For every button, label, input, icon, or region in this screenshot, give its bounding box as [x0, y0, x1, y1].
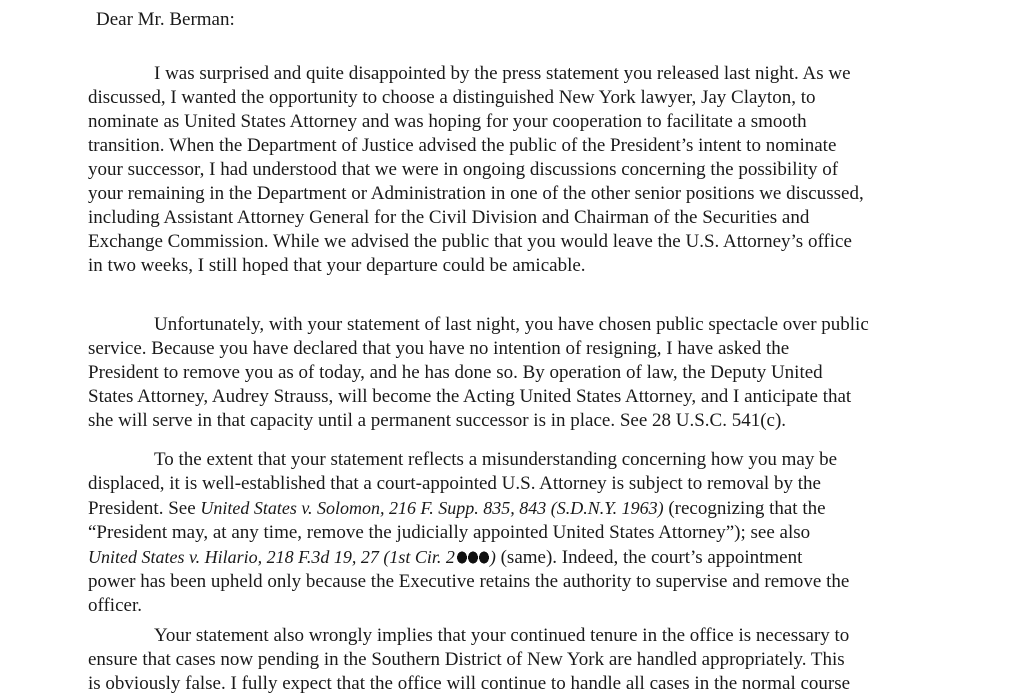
text-line: nominate as United States Attorney and was hoping for your cooperation to facilitate a smooth — [88, 111, 807, 132]
text-line: discussed, I wanted the opportunity to choose a distinguished New York lawyer, Jay Clayton, to — [88, 87, 816, 108]
text-line: States Attorney, Audrey Strauss, will become the Acting United States Attorney, and I anticipate that — [88, 386, 852, 407]
text-line: officer. — [88, 595, 142, 616]
text-line: including Assistant Attorney General for the Civil Division and Chairman of the Securities and — [88, 207, 810, 228]
text-segment: (same). Indeed, the court’s appointment — [495, 547, 803, 568]
paragraph-2 — [88, 313, 954, 433]
text-line: in two weeks, I still hoped that your departure could be amicable. — [88, 255, 586, 276]
text-line: power has been upheld only because the Executive retains the authority to supervise and remove the — [88, 571, 850, 592]
citation-close-paren: ) — [489, 547, 496, 567]
paragraph-3 — [88, 448, 954, 618]
text-segment: President. See — [88, 498, 201, 519]
paragraph-4 — [88, 624, 954, 696]
text-line — [88, 496, 954, 521]
text-line: displaced, it is well-established that a court-appointed U.S. Attorney is subject to removal by the — [88, 473, 821, 494]
text-line: transition. When the Department of Justice advised the public of the President’s intent to nominate — [88, 135, 837, 156]
text-line: your remaining in the Department or Administration in one of the other senior positions we discussed, — [88, 183, 864, 204]
case-citation-solomon: United States v. Solomon, 216 F. Supp. 835, 843 (S.D.N.Y. 1963) — [200, 498, 664, 518]
text-line: “President may, at any time, remove the judicially appointed United States Attorney”); see also — [88, 522, 811, 543]
text-line: I was surprised and quite disappointed by the press statement you released last night. As we — [154, 63, 851, 84]
text-line — [88, 545, 954, 570]
text-line: To the extent that your statement reflects a misunderstanding concerning how you may be — [154, 449, 837, 470]
text-line: your successor, I had understood that we were in ongoing discussions concerning the possibility of — [88, 159, 839, 180]
case-citation-hilario: United States v. Hilario, 218 F.3d 19, 27 (1st Cir. 2 — [88, 547, 455, 567]
text-segment: (recognizing that the — [663, 498, 826, 519]
redaction-mark — [456, 551, 490, 564]
text-line: Unfortunately, with your statement of last night, you have chosen public spectacle over public — [154, 314, 869, 335]
text-line: Exchange Commission. While we advised the public that you would leave the U.S. Attorney’s office — [88, 231, 852, 252]
text-line: is obviously false. I fully expect that the office will continue to handle all cases in the normal course — [88, 673, 851, 694]
text-line: service. Because you have declared that you have no intention of resigning, I have asked the — [88, 338, 790, 359]
salutation: Dear Mr. Berman: — [96, 9, 235, 30]
text-line: ensure that cases now pending in the Southern District of New York are handled appropriately. This — [88, 649, 845, 670]
text-line: she will serve in that capacity until a permanent successor is in place. See 28 U.S.C. 541(c). — [88, 410, 787, 431]
text-line: President to remove you as of today, and he has done so. By operation of law, the Deputy United — [88, 362, 823, 383]
text-line: Your statement also wrongly implies that your continued tenure in the office is necessary to — [154, 625, 850, 646]
paragraph-1 — [88, 62, 954, 278]
